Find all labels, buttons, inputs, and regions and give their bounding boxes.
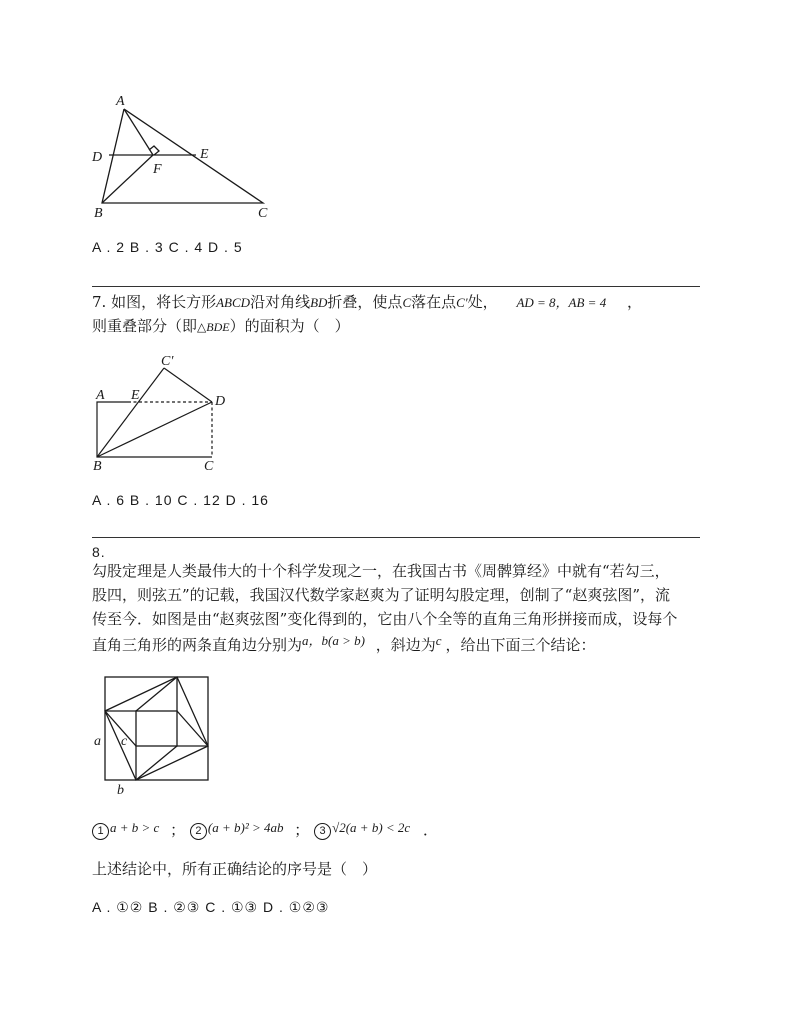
- q8-figure: [90, 672, 215, 800]
- q8-math-ab: a，b(a > b): [302, 633, 365, 648]
- q7-stem-line-2: [92, 315, 350, 338]
- q7-label-b: B: [93, 459, 102, 474]
- q6-segment-af: [124, 109, 153, 155]
- q7-math-abcd: ABCD: [216, 295, 251, 310]
- q8-line4-a: 直角三角形的两条直角边分别为: [92, 636, 303, 654]
- q7-number: 7.: [92, 293, 107, 311]
- q7-text-1: 如图，将长方形: [111, 293, 217, 311]
- q7-figure: [88, 350, 238, 475]
- q7-label-e: E: [131, 388, 140, 403]
- q7-text-4: 落在点: [411, 293, 457, 311]
- q8-conclusion-1: a + b > c: [110, 820, 160, 835]
- q7-math-cprime: C′: [456, 295, 468, 310]
- q8-conclusions: [92, 819, 438, 842]
- q7-text-2: 沿对角线: [250, 293, 311, 311]
- q7-label-c: C: [204, 459, 214, 474]
- q6-label-c: C: [258, 206, 268, 221]
- q6-label-b: B: [94, 206, 103, 221]
- q6-triangle-abc: [102, 109, 263, 203]
- divider-1: [92, 286, 700, 287]
- q7-math-c: C: [402, 295, 412, 310]
- q8-number: 8.: [92, 544, 106, 560]
- q8-options: A . ①② B . ②③ C . ①③ D . ①②③: [92, 899, 330, 915]
- q7-options: A . 6 B . 10 C . 12 D . 16: [92, 492, 269, 508]
- q7-diagonal-bd: [97, 402, 212, 457]
- q6-options: A . 2 B . 3 C . 4 D . 5: [92, 239, 243, 255]
- q8-stem-line-1: 勾股定理是人类最伟大的十个科学发现之一，在我国古书《周髀算经》中就有“若勾三，: [92, 562, 670, 580]
- q7-text-6: ，: [626, 293, 642, 311]
- q8-conclusion-2: (a + b)² > 4ab: [207, 820, 284, 835]
- q7-stem-line-1: [92, 291, 642, 314]
- q7-line2-a: 则重叠部分（即: [92, 317, 198, 335]
- q8-circle-2: 2: [190, 823, 207, 840]
- q7-text-3: 折叠，使点: [327, 293, 403, 311]
- q7-line2-b: ）的面积为（ ）: [229, 317, 350, 335]
- q8-end: ．: [422, 821, 438, 839]
- q7-segment-bcprime: [97, 368, 164, 457]
- q8-label-c: c: [121, 734, 128, 749]
- q8-math-c: c: [435, 633, 442, 648]
- q8-line4-b: ，斜边为: [375, 636, 436, 654]
- q8-stem-line-4: [92, 634, 596, 657]
- q7-math-triangle: △BDE: [197, 320, 230, 334]
- q6-label-e: E: [200, 147, 209, 162]
- q7-text-5: 处，: [467, 293, 498, 311]
- q6-label-a: A: [116, 94, 125, 109]
- q8-prompt: 上述结论中，所有正确结论的序号是（ ）: [92, 860, 378, 878]
- q7-math-bd: BD: [310, 295, 328, 310]
- q8-stem-line-3: 传至今．如图是由“赵爽弦图”变化得到的，它由八个全等的直角三角形拼接而成，设每个: [92, 610, 678, 628]
- q8-sep-2: ；: [294, 821, 310, 839]
- q8-line-2: [177, 711, 208, 746]
- divider-2: [92, 537, 700, 538]
- q8-sep-1: ；: [170, 821, 186, 839]
- q8-circle-3: 3: [314, 823, 331, 840]
- q7-label-a: A: [96, 388, 105, 403]
- q7-math-lengths: AD = 8，AB = 4: [516, 295, 607, 310]
- q8-inner-square: [136, 711, 177, 746]
- q8-label-a: a: [94, 734, 101, 749]
- q8-circle-1: 1: [92, 823, 109, 840]
- q8-line4-c: ，给出下面三个结论：: [445, 636, 596, 654]
- q7-segment-cprimed: [164, 368, 212, 402]
- q8-conclusion-3: √2(a + b) < 2c: [332, 820, 411, 835]
- q7-label-d: D: [215, 394, 226, 409]
- q8-label-b: b: [117, 783, 124, 798]
- q6-label-d: D: [92, 150, 103, 165]
- q6-figure: [88, 92, 278, 222]
- q8-stem-line-2: 股四，则弦五”的记载，我国汉代数学家赵爽为了证明勾股定理，创制了“赵爽弦图”，流: [92, 586, 671, 604]
- q6-label-f: F: [153, 162, 162, 177]
- q6-segment-fb: [102, 155, 153, 203]
- q7-label-cprime: C′: [161, 354, 174, 369]
